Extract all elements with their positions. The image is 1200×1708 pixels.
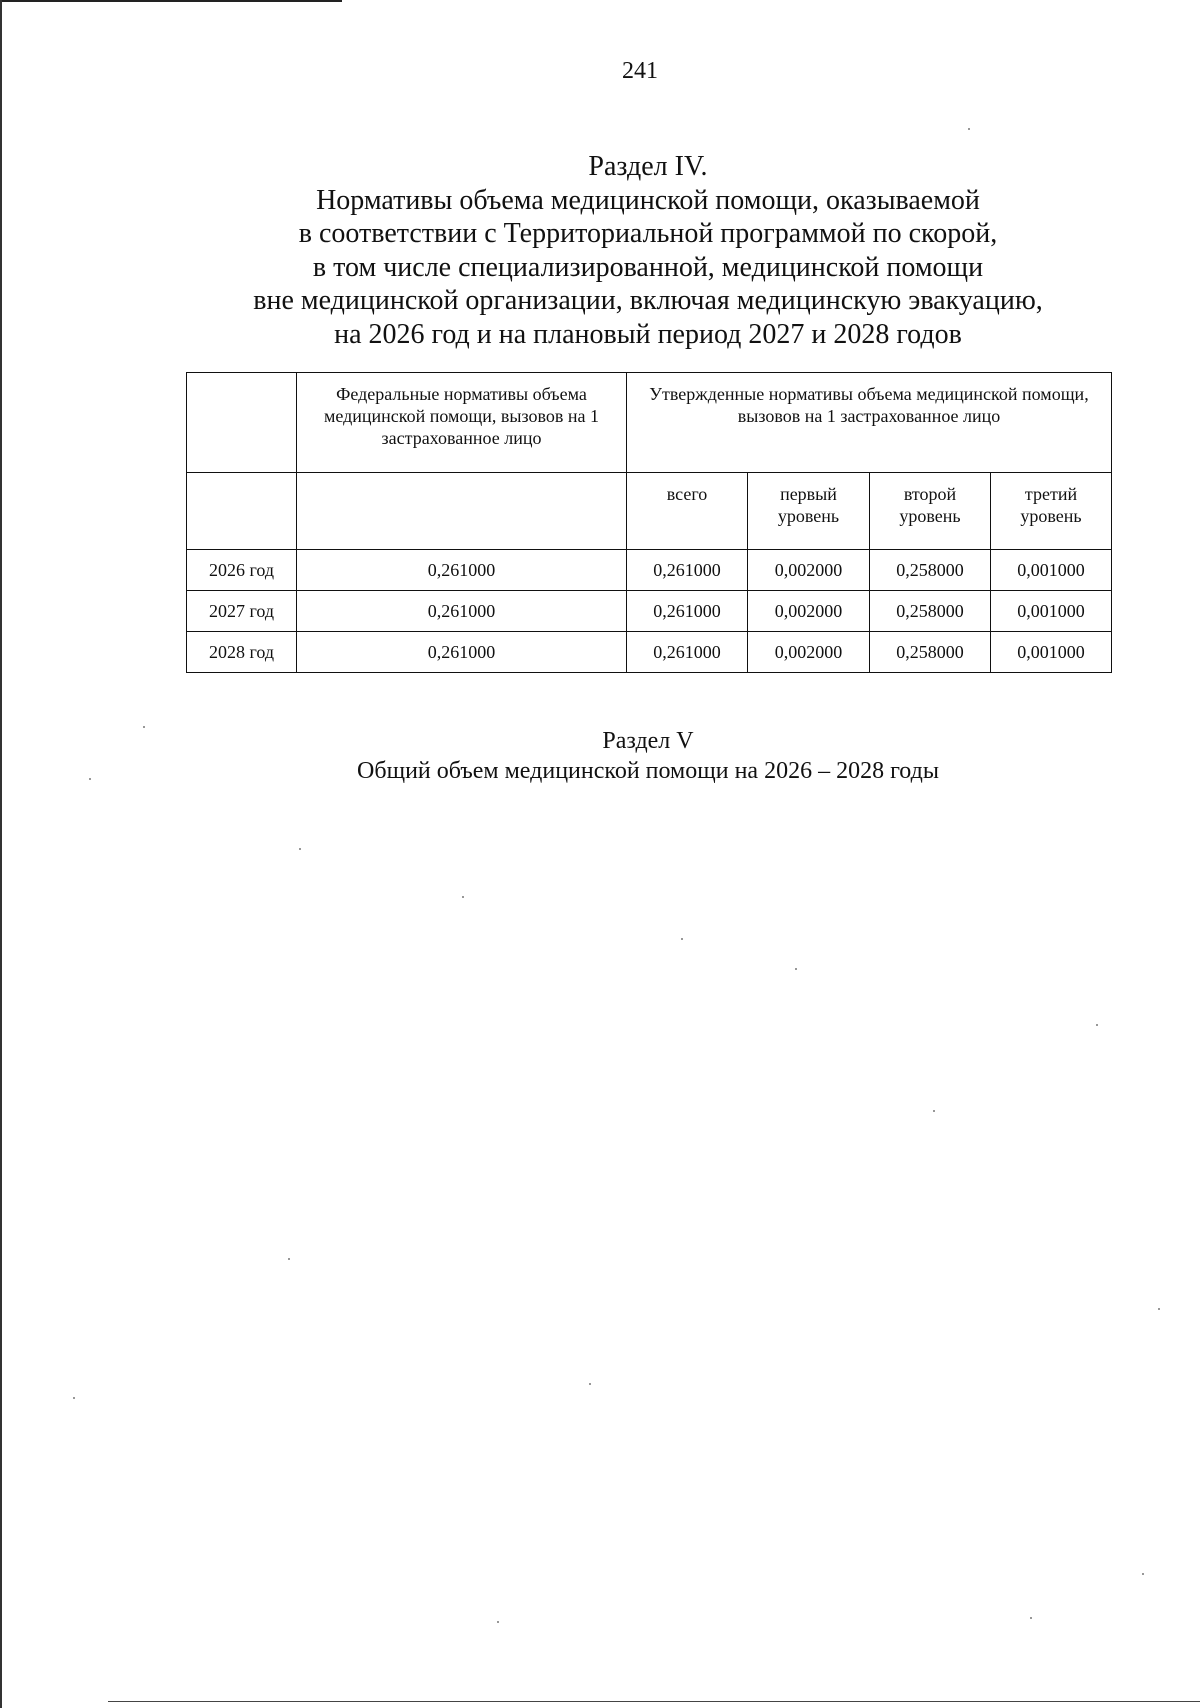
section-4-heading (186, 150, 1110, 351)
scan-speck (1030, 1617, 1032, 1619)
subheader-empty-cell (187, 473, 297, 550)
section-4-title-line-1: Нормативы объема медицинской помощи, оказываемой (316, 184, 980, 216)
row-level-3-value: 0,001000 (991, 632, 1112, 673)
scan-speck (1158, 1308, 1160, 1310)
subheader-federal-cell (297, 473, 627, 550)
row-level-2-value: 0,258000 (870, 632, 991, 673)
subheader-level-1: первый уровень (748, 473, 870, 550)
subheader-level-3: третий уровень (991, 473, 1112, 550)
scan-speck (933, 1110, 935, 1112)
header-approved-norms: Утвержденные нормативы объема медицинской помощи, вызовов на 1 застрахованное лицо (627, 373, 1112, 473)
scan-speck (1142, 1573, 1144, 1575)
scan-speck (795, 968, 797, 970)
scan-speck (968, 128, 970, 130)
section-5-title: Общий объем медицинской помощи на 2026 – 2028 годы (357, 758, 939, 784)
scan-speck (89, 778, 91, 780)
table-subheader-row (187, 473, 1112, 550)
scan-left-border (0, 0, 2, 1708)
scan-speck (462, 896, 464, 898)
row-federal-value: 0,261000 (297, 550, 627, 591)
row-year: 2027 год (187, 591, 297, 632)
section-4-title-line-5: на 2026 год и на плановый период 2027 и 2028 годов (334, 318, 962, 350)
table-row (187, 591, 1112, 632)
scan-speck (497, 1621, 499, 1623)
scan-bottom-border (108, 1701, 1200, 1702)
table-header-row (187, 373, 1112, 473)
row-total-value: 0,261000 (627, 591, 748, 632)
section-4-title-line-3: в том числе специализированной, медицинской помощи (312, 251, 984, 283)
header-federal-norms: Федеральные нормативы объема медицинской помощи, вызовов на 1 застрахованное лицо (297, 373, 627, 473)
table-row (187, 550, 1112, 591)
row-total-value: 0,261000 (627, 550, 748, 591)
scan-speck (143, 726, 145, 728)
page-number: 241 (622, 58, 658, 84)
scan-speck (589, 1383, 591, 1385)
subheader-total: всего (627, 473, 748, 550)
row-level-3-value: 0,001000 (991, 550, 1112, 591)
scan-speck (73, 1397, 75, 1399)
section-5-label: Раздел V (602, 728, 694, 754)
scan-speck (1096, 1024, 1098, 1026)
row-level-2-value: 0,258000 (870, 591, 991, 632)
row-year: 2028 год (187, 632, 297, 673)
section-4-title-line-2: в соответствии с Территориальной программой по скорой, (298, 218, 998, 249)
header-corner-cell (187, 373, 297, 473)
scan-speck (288, 1258, 290, 1260)
row-federal-value: 0,261000 (297, 591, 627, 632)
row-level-1-value: 0,002000 (748, 550, 870, 591)
scan-speck (299, 848, 301, 850)
row-federal-value: 0,261000 (297, 632, 627, 673)
section-5-heading (186, 726, 1110, 786)
row-level-2-value: 0,258000 (870, 550, 991, 591)
row-level-1-value: 0,002000 (748, 632, 870, 673)
scan-speck (681, 938, 683, 940)
scan-top-border (0, 0, 342, 2)
row-year: 2026 год (187, 550, 297, 591)
subheader-level-2: второй уровень (870, 473, 991, 550)
row-level-3-value: 0,001000 (991, 591, 1112, 632)
row-level-1-value: 0,002000 (748, 591, 870, 632)
row-total-value: 0,261000 (627, 632, 748, 673)
section-4-label: Раздел IV. (588, 151, 708, 182)
section-4-title-line-4: вне медицинской организации, включая медицинскую эвакуацию, (253, 285, 1043, 316)
volume-norms-table (186, 372, 1112, 673)
table-row (187, 632, 1112, 673)
